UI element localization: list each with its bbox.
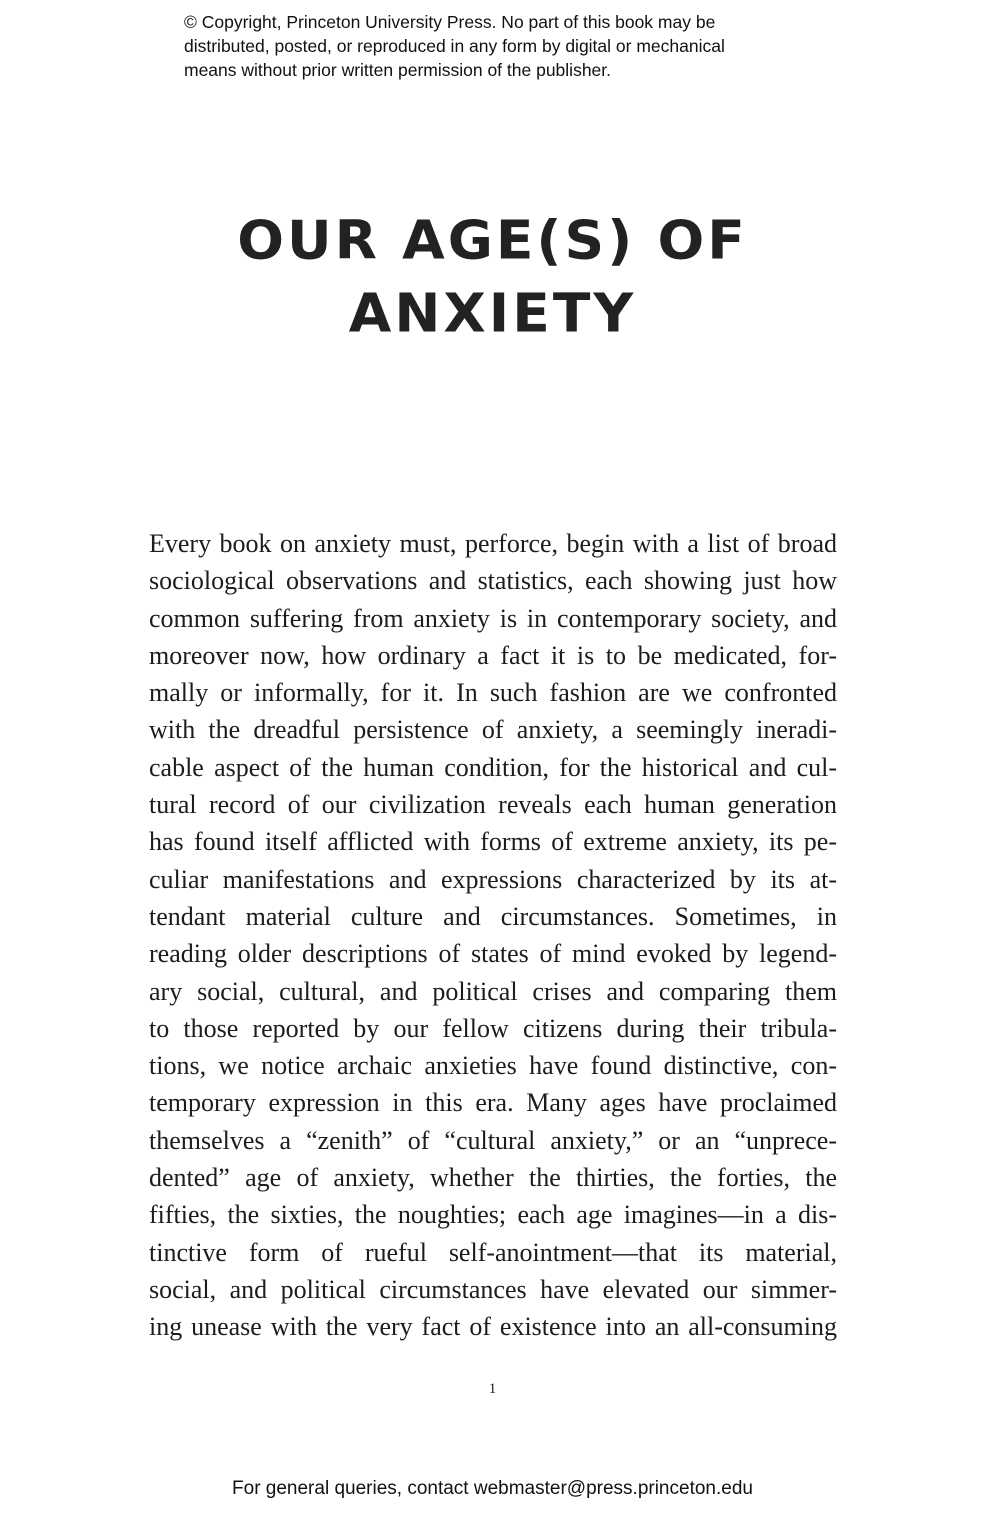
text-line: cable aspect of the human condition, for the historical and cul- <box>149 752 837 782</box>
text-line: tendant material culture and circumstances. Sometimes, in <box>149 901 837 931</box>
text-line: fifties, the sixties, the noughties; each age imagines—in a dis- <box>149 1200 837 1230</box>
copyright-line: distributed, posted, or reproduced in any form by digital or mechanical <box>184 36 725 56</box>
text-line: to those reported by our fellow citizens during their tribula- <box>149 1013 837 1043</box>
text-line: dented” age of anxiety, whether the thirties, the forties, the <box>149 1163 837 1193</box>
text-line: moreover now, how ordinary a fact it is to be medicated, for- <box>149 640 837 670</box>
text-line: tural record of our civilization reveals each human generation <box>149 790 837 820</box>
body-paragraph <box>149 525 837 1346</box>
text-line: tions, we notice archaic anxieties have found distinctive, con- <box>149 1051 837 1081</box>
text-line: has found itself afflicted with forms of extreme anxiety, its pe- <box>149 827 837 857</box>
chapter-title-line: ANXIETY <box>348 281 637 344</box>
chapter-title <box>0 204 985 350</box>
text-line: mally or informally, for it. In such fashion are we confronted <box>149 678 837 708</box>
copyright-line: © Copyright, Princeton University Press. No part of this book may be <box>184 12 716 32</box>
text-line: temporary expression in this era. Many ages have proclaimed <box>149 1088 837 1118</box>
text-line: with the dreadful persistence of anxiety, a seemingly ineradi- <box>149 715 837 745</box>
text-line: social, and political circumstances have elevated our simmer- <box>149 1274 837 1304</box>
text-line: sociological observations and statistics, each showing just how <box>149 566 837 596</box>
text-line: ary social, cultural, and political crises and comparing them <box>149 976 837 1006</box>
copyright-notice <box>184 10 844 82</box>
page-number: 1 <box>488 1381 497 1397</box>
text-line: reading older descriptions of states of mind evoked by legend- <box>149 939 837 969</box>
text-line: culiar manifestations and expressions characterized by its at- <box>149 864 837 894</box>
text-line: Every book on anxiety must, perforce, begin with a list of broad <box>149 529 837 558</box>
text-line: ing unease with the very fact of existence into an all-consuming <box>149 1312 837 1342</box>
chapter-title-line: OUR AGE(S) OF <box>237 209 748 272</box>
text-line: common suffering from anxiety is in contemporary society, and <box>149 603 837 633</box>
footer-contact: For general queries, contact webmaster@press.princeton.edu <box>232 1478 753 1499</box>
copyright-line: means without prior written permission of the publisher. <box>184 60 612 80</box>
text-line: themselves a “zenith” of “cultural anxiety,” or an “unprece- <box>149 1125 837 1155</box>
text-line: tinctive form of rueful self-anointment—that its material, <box>149 1237 837 1267</box>
